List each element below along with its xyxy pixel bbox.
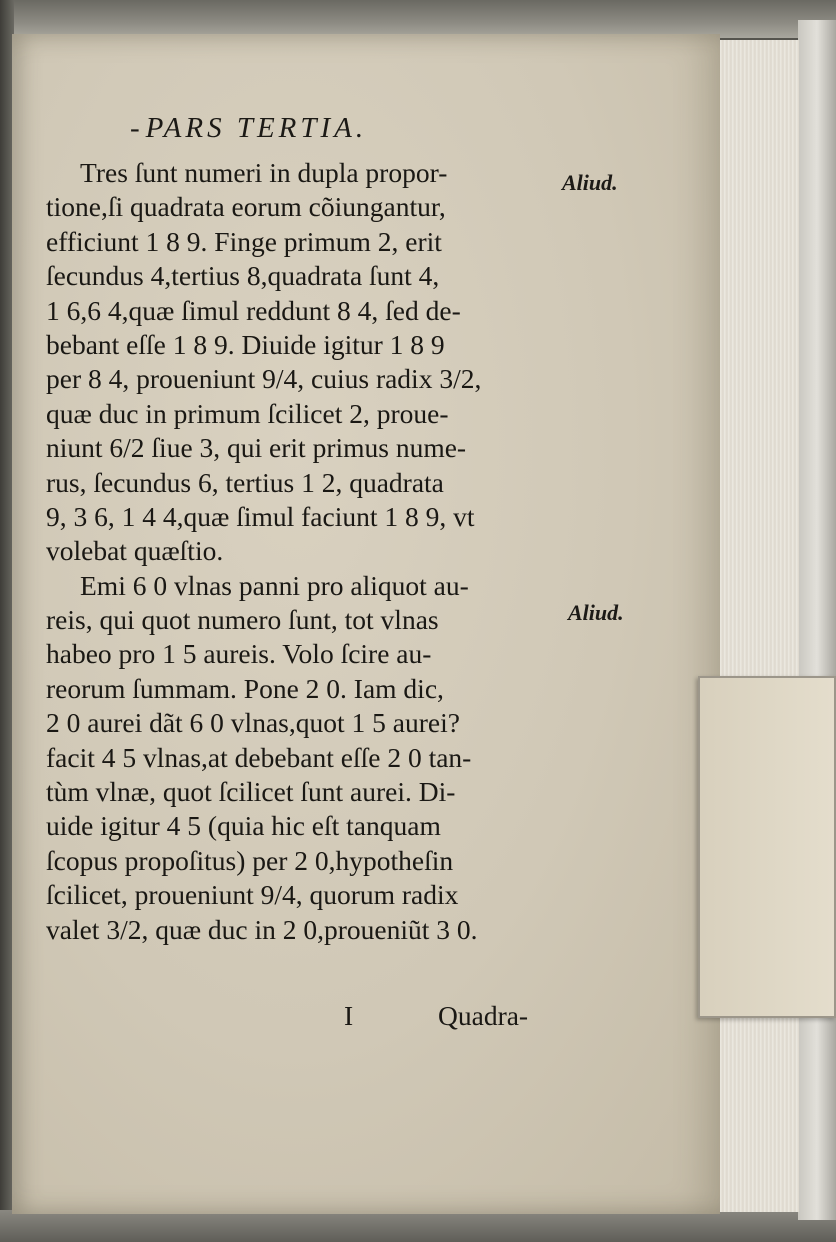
text-line: Emi 6 0 vlnas panni pro aliquot au- bbox=[80, 569, 469, 601]
text-line: 1 6,6 4,quæ ſimul reddunt 8 4, ſed de- bbox=[46, 294, 461, 326]
text-line: valet 3/2, quæ duc in 2 0,proueniũt 3 0. bbox=[46, 913, 478, 945]
catchword: Quadra- bbox=[438, 1000, 529, 1031]
paragraph-2 bbox=[46, 569, 566, 947]
text-line: rus, ſecundus 6, tertius 1 2, quadrata bbox=[46, 466, 444, 498]
text-line: uide igitur 4 5 (quia hic eſt tanquam bbox=[46, 810, 441, 842]
book-cover-edge bbox=[798, 20, 836, 1220]
text-line: ſecundus 4,tertius 8,quadrata ſunt 4, bbox=[46, 260, 440, 292]
running-head bbox=[130, 112, 367, 145]
signature-mark: I bbox=[344, 1000, 354, 1031]
text-line: niunt 6/2 ſiue 3, qui erit primus nume- bbox=[46, 432, 467, 464]
text-line: 9, 3 6, 1 4 4,quæ ſimul faciunt 1 8 9, vt bbox=[46, 500, 475, 532]
text-line: ſcilicet, proueniunt 9/4, quorum radix bbox=[46, 879, 459, 911]
marginal-note-2: Aliud. bbox=[568, 600, 624, 625]
text-line: reis, qui quot numero ſunt, tot vlnas bbox=[46, 604, 439, 636]
page-edges bbox=[716, 40, 799, 1212]
text-line: Tres ſunt numeri in dupla propor- bbox=[80, 157, 448, 188]
text-line: reorum ſummam. Pone 2 0. Iam dic, bbox=[46, 672, 444, 704]
text-line: 2 0 aurei dãt 6 0 vlnas,quot 1 5 aurei? bbox=[46, 707, 460, 739]
text-line: ſcopus propoſitus) per 2 0,hypotheſin bbox=[46, 844, 454, 876]
text-block bbox=[46, 156, 566, 947]
book-frame-top bbox=[0, 0, 836, 38]
text-line: facit 4 5 vlnas,at debebant eſſe 2 0 tan- bbox=[46, 741, 472, 773]
running-head-ornament: - bbox=[130, 112, 140, 144]
text-line: efficiunt 1 8 9. Finge primum 2, erit bbox=[46, 225, 442, 257]
text-line: volebat quæſtio. bbox=[46, 535, 224, 567]
text-line: habeo pro 1 5 aureis. Volo ſcire au- bbox=[46, 638, 432, 670]
marginal-note-1: Aliud. bbox=[562, 170, 618, 195]
text-line: per 8 4, proueniunt 9/4, cuius radix 3/2, bbox=[46, 363, 482, 395]
text-line: bebant eſſe 1 8 9. Diuide igitur 1 8 9 bbox=[46, 328, 445, 360]
running-head-text: PARS TERTIA. bbox=[145, 112, 368, 144]
book-frame-bottom bbox=[0, 1210, 836, 1242]
paper-slip-tab bbox=[698, 676, 836, 1018]
text-line: quæ duc in primum ſcilicet 2, proue- bbox=[46, 397, 449, 429]
paragraph-1 bbox=[46, 156, 566, 569]
text-line: tione,ſi quadrata eorum cõiungantur, bbox=[46, 191, 446, 223]
text-line: tùm vlnæ, quot ſcilicet ſunt aurei. Di- bbox=[46, 776, 456, 808]
